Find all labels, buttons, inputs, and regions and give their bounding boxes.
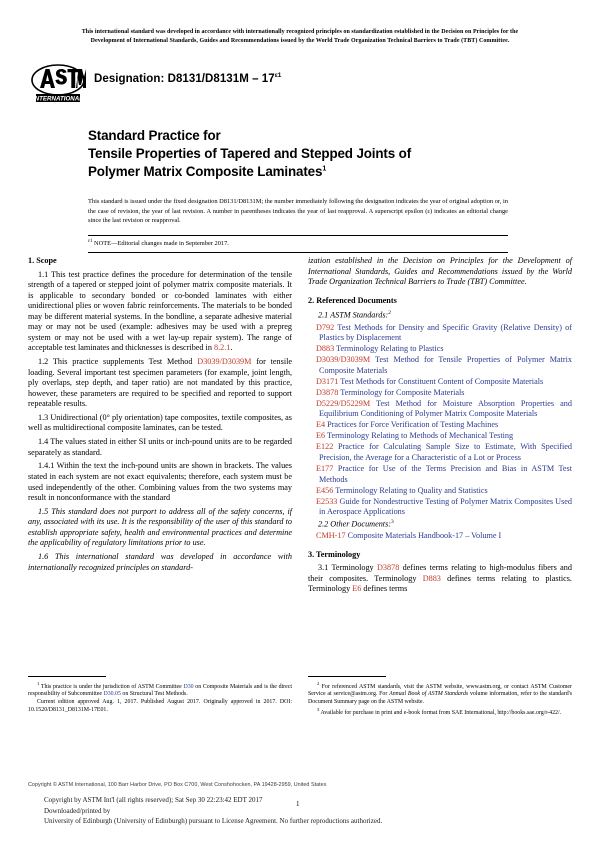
list-item[interactable] — [308, 420, 572, 431]
license-block — [44, 795, 564, 827]
license-line-1: Copyright by ASTM Int'l (all rights reserved); Sat Sep 30 22:23:42 EDT 2017 — [44, 796, 263, 804]
link-subcommittee-d3005[interactable]: D30.05 — [103, 691, 121, 698]
title-line-1: Standard Practice for — [88, 128, 221, 144]
heading-referenced-documents: 2. Referenced Documents — [308, 295, 397, 305]
designation — [94, 72, 281, 85]
epsilon-note-box — [88, 235, 508, 253]
left-footnote-column — [28, 676, 292, 738]
ref-title: Composite Materials Handbook-17 – Volume I — [347, 531, 502, 541]
list-item[interactable] — [308, 399, 572, 420]
page-number: 1 — [296, 800, 300, 808]
link-d3878[interactable]: D3878 — [377, 563, 400, 573]
footnote-divider — [308, 676, 386, 677]
list-item[interactable] — [308, 442, 572, 463]
ref-title: Terminology Relating to Plastics — [336, 344, 444, 354]
para-1-4-1: 1.4.1 Within the text the inch-pound units are shown in brackets. The values stated in each system are not exact equivalents; therefore, each system must be used independently of the other. Combining values from the two systems may result in nonconformance with the standard — [28, 461, 292, 503]
para-1-6: 1.6 This international standard was developed in accordance with internationally recognized principles on standard- — [28, 552, 292, 572]
epsilon-note-text: NOTE—Editorial changes made in September 2017. — [94, 239, 229, 247]
heading-terminology: 3. Terminology — [308, 549, 361, 559]
tbt-banner-line-2: Development of International Standards, Guides and Recommendations issued by the World Trade Organization Technical Barriers to Trade (TBT) Committee. — [90, 37, 510, 44]
para-1-4: 1.4 The values stated in either SI units or inch-pound units are to be regarded separately as standard. — [28, 437, 292, 457]
list-item[interactable] — [308, 464, 572, 485]
ref-designation[interactable]: E2533 — [316, 496, 338, 506]
ref-designation[interactable]: E6 — [316, 431, 326, 441]
ref-title: Guide for Nondestructive Testing of Polymer Matrix Composites Used in Aerospace Applications — [319, 496, 572, 517]
license-line-2: Downloaded/printed by — [44, 806, 111, 815]
ref-designation[interactable]: D3878 — [316, 387, 339, 397]
para-1-6-cont: ization established in the Decision on Principles for the Development of International Standards, Guides and Recommendations issued by the World Trade Organization Technical Barriers to Trade (TBT) Committee. — [308, 256, 572, 287]
ref-title: Terminology Relating to Methods of Mechanical Testing — [327, 431, 514, 441]
list-item[interactable] — [308, 531, 572, 542]
other-documents-list — [308, 531, 572, 542]
ref-designation[interactable]: CMH-17 — [316, 531, 346, 541]
title-footnote-marker: 1 — [322, 165, 327, 173]
astm-standards-list — [308, 323, 572, 518]
link-committee-d30[interactable]: D30 — [183, 683, 194, 690]
link-e6[interactable]: E6 — [352, 584, 362, 594]
heading-scope: 1. Scope — [28, 256, 57, 265]
footnote-3: $^3$ Available for purchase in print and e-book format from SAE International, http://books.sae.org/r-422/. — [317, 707, 562, 716]
footnote-2-italic: Annual Book of ASTM Standards — [389, 691, 469, 698]
list-item[interactable] — [308, 355, 572, 376]
tbt-banner-line-1: This international standard was developed in accordance with internationally recognized principles on standardization established in the Decision on Principles for the — [81, 29, 519, 35]
ref-title: Test Method for Tensile Properties of Polymer Matrix Composite Materials — [319, 355, 572, 375]
para-1-1: 1.1 This test practice defines the procedure for determination of the tensile strength of a tapered or stepped joint of polymer matrix composite materials. It is applicable to secondary bonded or co-bonded laminates with either unidirectional plies or woven fabric reinforcements. The materials to be bonded may be different material systems. In the bondline, a separate adhesive material may or may not be used (example: adhesives may be used with a prepreg system or may not be used with a wet lay-up repair system). The range of acceptable test laminates and thicknesses is described in 8.2.1. — [28, 269, 292, 353]
list-item[interactable] — [308, 431, 572, 442]
ref-title: Practice for Use of the Terms Precision and Bias in ASTM Test Methods — [319, 464, 572, 484]
header-row — [30, 61, 600, 109]
ref-designation[interactable]: E4 — [316, 420, 326, 430]
title-line-2: Tensile Properties of Tapered and Stepped Joints of — [88, 145, 412, 161]
designation-superscript: ε1 — [274, 72, 282, 80]
left-column — [28, 256, 292, 674]
ref-title: Terminology for Composite Materials — [340, 387, 465, 397]
footnote-2: $^2$ For referenced ASTM standards, visit the ASTM website, www.astm.org, or contact ASTM Customer Service at service@astm.org. For Annual Book of ASTM Standards volume information, refer to the standard's Document Summary page on the ASTM website. — [308, 680, 572, 706]
ref-designation[interactable]: E177 — [316, 464, 334, 474]
ref-title: Test Method for Moisture Absorption Properties and Equilibrium Conditioning of Polymer Matrix Composite Materials — [319, 398, 572, 419]
ref-title: Terminology Relating to Quality and Statistics — [335, 485, 488, 495]
tbt-banner — [30, 28, 570, 45]
body-columns — [28, 256, 572, 674]
epsilon-note — [88, 239, 508, 249]
ref-title: Practice for Calculating Sample Size to Estimate, With Specified Precision, the Average for a Characteristic of a Lot or Process — [319, 442, 573, 463]
designation-value: D8131/D8131M – 17 — [167, 72, 275, 85]
footnote-1-marker: 1 — [37, 680, 40, 686]
subheading-astm-standards: 2.1 ASTM Standards:$^2$ — [318, 310, 391, 320]
list-item[interactable] — [308, 323, 572, 344]
right-footnote-column — [308, 676, 572, 738]
ref-title: Test Methods for Constituent Content of Composite Materials — [340, 376, 544, 386]
list-item[interactable] — [308, 388, 572, 399]
copyright-line: Copyright © ASTM International, 100 Barr Harbor Drive, PO Box C700, West Conshohocken, PA 19428-2959, United States — [28, 782, 327, 788]
epsilon-note-marker: ε1 — [88, 238, 93, 244]
title-line-3: Polymer Matrix Composite Laminates$^1$ — [88, 163, 327, 179]
para-1-5: 1.5 This standard does not purport to address all of the safety concerns, if any, associated with its use. It is the responsibility of the user of this standard to establish appropriate safety, health and environmental practices and determine the applicability of regulatory limitations prior to use. — [28, 506, 292, 548]
para-3-1: 3.1 Terminology D3878 defines terms relating to high-modulus fibers and their composites. Terminology D883 defines terms relating to plastics. Terminology E6 defines terms — [308, 563, 572, 594]
list-item[interactable] — [308, 344, 572, 355]
link-d883[interactable]: D883 — [422, 573, 441, 583]
page-title — [88, 127, 505, 181]
footnotes-area — [28, 676, 572, 738]
footnote-current-edition: Current edition approved Aug. 1, 2017. Published August 2017. Originally approved in 2017. DOI: 10.1520/D8131_D8131M-17E01. — [28, 699, 292, 713]
ref-designation[interactable]: D792 — [316, 322, 335, 332]
ref-designation[interactable]: D5229/D5229M — [316, 398, 371, 408]
list-item[interactable] — [308, 497, 572, 518]
other-documents-footnote-marker: 3 — [391, 518, 394, 525]
ref-title: Practices for Force Verification of Testing Machines — [327, 420, 499, 430]
license-line-3: University of Edinburgh (University of Edinburgh) pursuant to License Agreement. No further reproductions authorized. — [44, 817, 383, 825]
ref-designation[interactable]: D3171 — [316, 376, 339, 386]
designation-label: Designation: — [94, 72, 165, 85]
subheading-other-documents: 2.2 Other Documents:$^3$ — [318, 518, 394, 529]
footnote-3-marker: 3 — [317, 707, 320, 712]
ref-designation[interactable]: E456 — [316, 485, 334, 495]
ref-designation[interactable]: D3039/D3039M — [316, 355, 371, 365]
astm-logo-icon — [30, 61, 86, 105]
right-column — [308, 256, 572, 674]
footnote-2-marker: 2 — [317, 680, 320, 686]
issue-statement: This standard is issued under the fixed designation D8131/D8131M; the number immediately following the designation indicates the year of original adoption or, in the case of revision, the year of last revision. A number in parentheses indicates the year of last reapproval. A superscript epsilon (ε) indicates an editorial change since the last revision or reapproval. — [88, 197, 508, 225]
ref-title: Test Methods for Density and Specific Gravity (Relative Density) of Plastics by Displacement — [319, 322, 572, 343]
link-d3039[interactable]: D3039/D3039M — [197, 357, 252, 367]
footnote-divider — [28, 676, 106, 677]
list-item[interactable] — [308, 377, 572, 388]
ref-designation[interactable]: D883 — [316, 344, 335, 354]
link-8-2-1[interactable]: 8.2.1 — [213, 343, 231, 353]
ref-designation[interactable]: E122 — [316, 442, 334, 452]
para-1-2: 1.2 This practice supplements Test Method D3039/D3039M for tensile loading. Several important test specimen parameters (for example, joint length, ply overlaps, step depth, and taper ratio) are not mandated by this practice, however, these parameters are required to be specified and reported to support repeatable results. — [28, 357, 293, 409]
list-item[interactable] — [308, 486, 572, 497]
astm-standards-footnote-marker: 2 — [388, 310, 391, 317]
astm-logo-subtitle: INTERNATIONAL — [32, 95, 84, 103]
footnote-1: $^1$ This practice is under the jurisdiction of ASTM Committee D30 on Composite Materials and is the direct responsibility of Subcommittee D30.05 on Structural Test Methods. — [28, 680, 292, 698]
para-1-3: 1.3 Unidirectional (0° ply orientation) tape composites, textile composites, as well as multidirectional composite laminates, can be tested. — [28, 412, 292, 433]
